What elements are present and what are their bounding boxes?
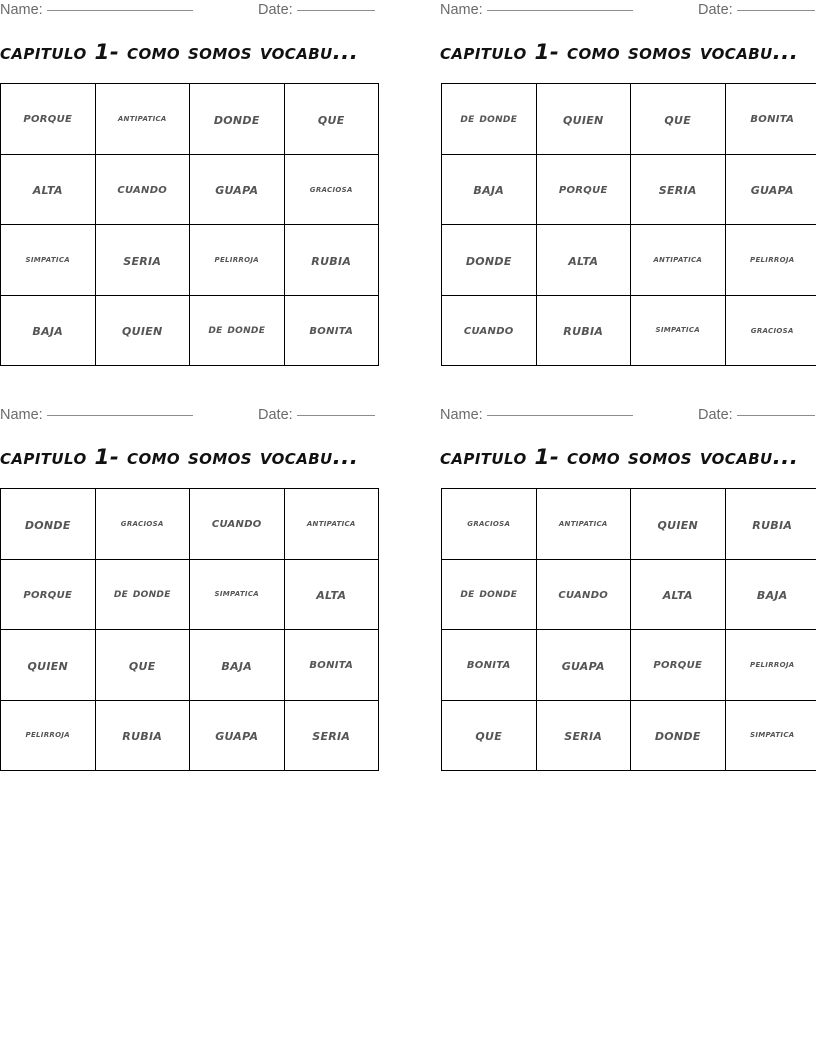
bingo-cell-word: donde bbox=[213, 109, 260, 128]
bingo-cell-word: simpatica bbox=[750, 729, 795, 741]
date-group bbox=[258, 405, 375, 425]
bingo-row bbox=[442, 559, 816, 630]
bingo-cell[interactable] bbox=[442, 630, 537, 701]
bingo-row bbox=[1, 154, 379, 225]
bingo-cell-word: alta bbox=[662, 585, 693, 604]
bingo-cell-word: rubia bbox=[563, 321, 604, 340]
bingo-cell[interactable] bbox=[1, 700, 96, 771]
bingo-cell[interactable] bbox=[442, 700, 537, 771]
bingo-cell[interactable] bbox=[631, 225, 726, 296]
bingo-cell[interactable] bbox=[442, 154, 537, 225]
bingo-cell-word: bonita bbox=[309, 656, 354, 673]
bingo-cell[interactable] bbox=[1, 489, 96, 560]
bingo-cell[interactable] bbox=[536, 225, 631, 296]
bingo-cell-word: bonita bbox=[466, 656, 511, 673]
date-write-line[interactable] bbox=[297, 415, 375, 416]
bingo-cell-word: guapa bbox=[750, 180, 794, 199]
bingo-cell-word: donde bbox=[654, 726, 701, 745]
bingo-cell[interactable] bbox=[631, 630, 726, 701]
bingo-cell-word: pelirroja bbox=[25, 729, 70, 741]
bingo-cell-word: de donde bbox=[113, 586, 171, 602]
bingo-cell[interactable] bbox=[725, 225, 816, 296]
name-label: Name: bbox=[440, 2, 483, 18]
bingo-cell[interactable] bbox=[631, 489, 726, 560]
bingo-cell-word: alta bbox=[32, 180, 63, 199]
name-label: Name: bbox=[440, 407, 483, 423]
bingo-cell[interactable] bbox=[95, 225, 190, 296]
bingo-cell-word: baja bbox=[32, 321, 64, 340]
bingo-cell[interactable] bbox=[284, 489, 379, 560]
bingo-cell-word: que bbox=[475, 726, 503, 745]
bingo-row bbox=[1, 630, 379, 701]
bingo-cell[interactable] bbox=[95, 154, 190, 225]
bingo-cell-word: simpatica bbox=[214, 588, 259, 600]
bingo-cell[interactable] bbox=[190, 559, 285, 630]
bingo-row bbox=[442, 295, 816, 366]
name-date-row bbox=[0, 405, 379, 425]
bingo-cell[interactable] bbox=[1, 84, 96, 155]
bingo-cell[interactable] bbox=[190, 295, 285, 366]
bingo-cell[interactable] bbox=[284, 630, 379, 701]
bingo-cell-word: bonita bbox=[309, 321, 354, 338]
bingo-cell[interactable] bbox=[725, 84, 816, 155]
bingo-row bbox=[442, 225, 816, 296]
bingo-cell[interactable] bbox=[631, 84, 726, 155]
bingo-cell[interactable] bbox=[190, 225, 285, 296]
bingo-cell[interactable] bbox=[1, 295, 96, 366]
bingo-cell-word: cuando bbox=[211, 515, 262, 532]
bingo-cell[interactable] bbox=[1, 559, 96, 630]
bingo-cell-word: quien bbox=[27, 655, 69, 674]
bingo-cell[interactable] bbox=[536, 559, 631, 630]
bingo-cell[interactable] bbox=[190, 700, 285, 771]
bingo-cell[interactable] bbox=[95, 489, 190, 560]
bingo-cell[interactable] bbox=[95, 559, 190, 630]
bingo-cell-word: seria bbox=[564, 726, 603, 745]
bingo-row bbox=[442, 84, 816, 155]
bingo-cell[interactable] bbox=[1, 154, 96, 225]
bingo-cell-word: antipatica bbox=[558, 517, 608, 529]
bingo-cell[interactable] bbox=[1, 630, 96, 701]
bingo-cell-word: simpatica bbox=[655, 324, 700, 336]
bingo-row bbox=[1, 225, 379, 296]
bingo-cell-word: pelirroja bbox=[750, 253, 795, 265]
bingo-cell-word: seria bbox=[658, 180, 697, 199]
bingo-cell-word: quien bbox=[657, 514, 699, 533]
date-label: Date: bbox=[698, 407, 733, 423]
bingo-row bbox=[1, 700, 379, 771]
name-date-row bbox=[440, 0, 816, 20]
bingo-card-4 bbox=[440, 405, 816, 771]
date-label: Date: bbox=[698, 2, 733, 18]
bingo-row bbox=[1, 559, 379, 630]
bingo-cell[interactable] bbox=[442, 489, 537, 560]
date-write-line[interactable] bbox=[297, 10, 375, 11]
bingo-cell[interactable] bbox=[725, 559, 816, 630]
date-group bbox=[698, 405, 815, 425]
bingo-cell-word: baja bbox=[473, 180, 505, 199]
bingo-cell[interactable] bbox=[536, 154, 631, 225]
bingo-cell-word: baja bbox=[756, 585, 788, 604]
name-write-line[interactable] bbox=[47, 415, 193, 416]
bingo-cell-word: cuando bbox=[558, 585, 609, 602]
bingo-cell[interactable] bbox=[725, 295, 816, 366]
bingo-cell-word: porque bbox=[23, 585, 73, 602]
bingo-cell-word: graciosa bbox=[309, 182, 353, 195]
card-title: capitulo 1- como somos vocabu... bbox=[0, 445, 359, 470]
bingo-cell[interactable] bbox=[725, 489, 816, 560]
bingo-cell-word: porque bbox=[653, 656, 703, 673]
card-title: capitulo 1- como somos vocabu... bbox=[440, 40, 799, 65]
bingo-cell[interactable] bbox=[190, 84, 285, 155]
date-label: Date: bbox=[258, 407, 293, 423]
bingo-cell[interactable] bbox=[284, 700, 379, 771]
name-write-line[interactable] bbox=[487, 415, 633, 416]
bingo-row bbox=[1, 489, 379, 560]
bingo-cell[interactable] bbox=[284, 295, 379, 366]
bingo-row bbox=[442, 489, 816, 560]
bingo-grid bbox=[441, 83, 816, 366]
bingo-row bbox=[442, 630, 816, 701]
bingo-grid bbox=[0, 488, 379, 771]
bingo-cell-word: graciosa bbox=[120, 517, 164, 530]
bingo-cell[interactable] bbox=[725, 154, 816, 225]
bingo-cell-word: rubia bbox=[122, 726, 163, 745]
date-label: Date: bbox=[258, 2, 293, 18]
bingo-cell-word: seria bbox=[312, 726, 351, 745]
bingo-grid bbox=[0, 83, 379, 366]
bingo-cell-word: antipatica bbox=[117, 112, 167, 124]
bingo-card-1 bbox=[0, 0, 379, 366]
bingo-cell[interactable] bbox=[442, 295, 537, 366]
bingo-cell-word: que bbox=[664, 109, 692, 128]
bingo-cell-word: de donde bbox=[460, 110, 518, 126]
date-write-line[interactable] bbox=[737, 415, 815, 416]
date-group bbox=[698, 0, 815, 20]
bingo-cell-word: de donde bbox=[460, 586, 518, 602]
bingo-cell[interactable] bbox=[536, 295, 631, 366]
bingo-cell[interactable] bbox=[190, 154, 285, 225]
bingo-cell[interactable] bbox=[442, 559, 537, 630]
bingo-cell[interactable] bbox=[631, 154, 726, 225]
bingo-cell[interactable] bbox=[284, 84, 379, 155]
bingo-cell-word: porque bbox=[558, 180, 608, 197]
bingo-cell-word: seria bbox=[123, 250, 162, 269]
name-label: Name: bbox=[0, 407, 43, 423]
bingo-cell[interactable] bbox=[442, 84, 537, 155]
bingo-cell[interactable] bbox=[725, 630, 816, 701]
bingo-cell-word: que bbox=[128, 655, 156, 674]
bingo-cell[interactable] bbox=[536, 630, 631, 701]
bingo-cell-word: cuando bbox=[463, 321, 514, 338]
bingo-cell[interactable] bbox=[95, 700, 190, 771]
bingo-cell[interactable] bbox=[190, 489, 285, 560]
bingo-cell-word: simpatica bbox=[25, 253, 70, 265]
bingo-grid bbox=[441, 488, 816, 771]
bingo-cell-word: graciosa bbox=[750, 323, 794, 336]
bingo-cell-word: pelirroja bbox=[750, 658, 795, 670]
name-date-row bbox=[440, 405, 816, 425]
bingo-cell-word: porque bbox=[23, 110, 73, 127]
bingo-cell[interactable] bbox=[631, 700, 726, 771]
bingo-cell[interactable] bbox=[536, 700, 631, 771]
bingo-row bbox=[442, 154, 816, 225]
bingo-cell[interactable] bbox=[190, 630, 285, 701]
bingo-cell-word: quien bbox=[121, 321, 163, 340]
bingo-cell[interactable] bbox=[95, 295, 190, 366]
bingo-cell[interactable] bbox=[95, 84, 190, 155]
bingo-cell-word: de donde bbox=[208, 322, 266, 338]
bingo-cell[interactable] bbox=[95, 630, 190, 701]
bingo-cell-word: bonita bbox=[750, 110, 795, 127]
bingo-cell[interactable] bbox=[284, 154, 379, 225]
name-write-line[interactable] bbox=[47, 10, 193, 11]
bingo-card-2 bbox=[440, 0, 816, 366]
bingo-card-3 bbox=[0, 405, 379, 771]
bingo-cell[interactable] bbox=[631, 559, 726, 630]
date-write-line[interactable] bbox=[737, 10, 815, 11]
bingo-cell[interactable] bbox=[725, 700, 816, 771]
bingo-cell[interactable] bbox=[536, 489, 631, 560]
bingo-cell-word: que bbox=[317, 109, 345, 128]
bingo-cell-word: donde bbox=[24, 514, 71, 533]
bingo-cell-word: cuando bbox=[117, 180, 168, 197]
bingo-cell[interactable] bbox=[1, 225, 96, 296]
bingo-cell-word: guapa bbox=[215, 180, 259, 199]
bingo-cell-word: antipatica bbox=[306, 517, 356, 529]
name-label: Name: bbox=[0, 2, 43, 18]
date-group bbox=[258, 0, 375, 20]
bingo-row bbox=[1, 84, 379, 155]
bingo-cell-word: quien bbox=[562, 109, 604, 128]
bingo-cell-word: antipatica bbox=[653, 253, 703, 265]
bingo-cell-word: pelirroja bbox=[214, 253, 259, 265]
bingo-cell-word: guapa bbox=[561, 655, 605, 674]
bingo-cell[interactable] bbox=[442, 225, 537, 296]
bingo-cell-word: alta bbox=[316, 585, 347, 604]
bingo-cell[interactable] bbox=[284, 559, 379, 630]
bingo-cell[interactable] bbox=[631, 295, 726, 366]
bingo-cell-word: baja bbox=[221, 655, 253, 674]
bingo-cell[interactable] bbox=[284, 225, 379, 296]
bingo-row bbox=[1, 295, 379, 366]
bingo-cell-word: guapa bbox=[215, 726, 259, 745]
bingo-cell-word: donde bbox=[465, 250, 512, 269]
bingo-cell-word: rubia bbox=[311, 250, 352, 269]
bingo-cell[interactable] bbox=[536, 84, 631, 155]
name-write-line[interactable] bbox=[487, 10, 633, 11]
bingo-row bbox=[442, 700, 816, 771]
card-title: capitulo 1- como somos vocabu... bbox=[0, 40, 359, 65]
bingo-cell-word: graciosa bbox=[467, 517, 511, 530]
bingo-cell-word: rubia bbox=[752, 514, 793, 533]
card-title: capitulo 1- como somos vocabu... bbox=[440, 445, 799, 470]
bingo-cell-word: alta bbox=[568, 250, 599, 269]
name-date-row bbox=[0, 0, 379, 20]
